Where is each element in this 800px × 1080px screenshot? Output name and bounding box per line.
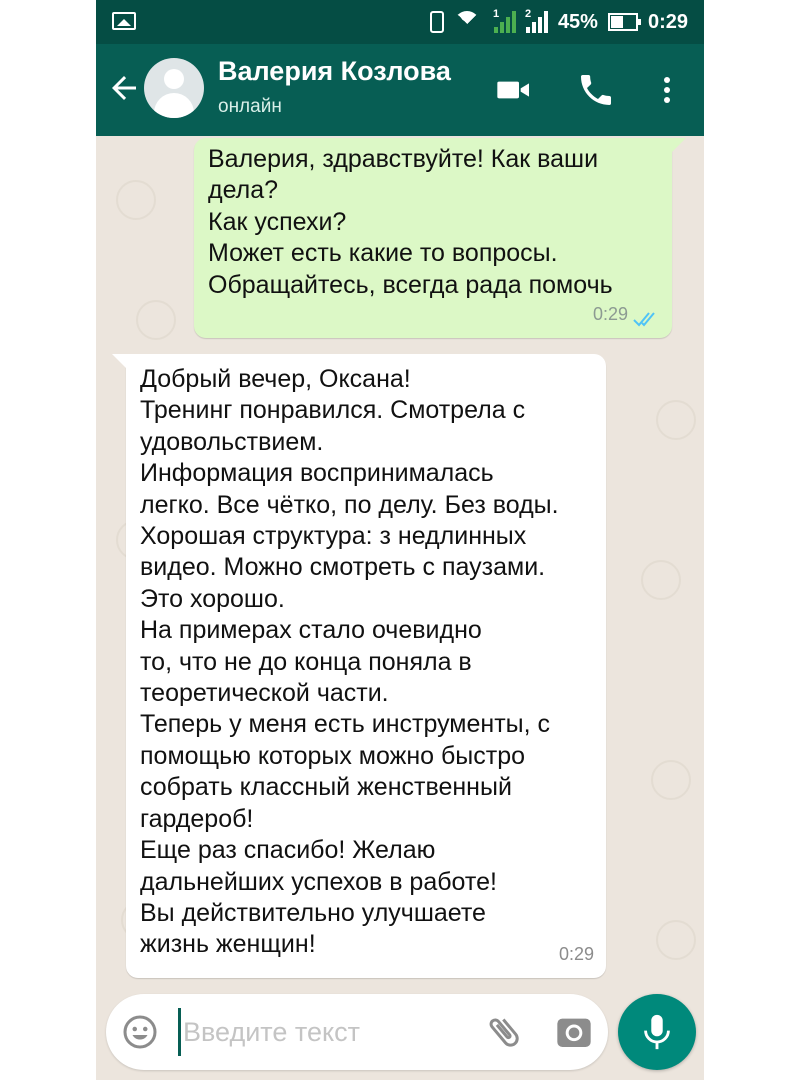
message-line: удовольствием. — [140, 427, 324, 456]
message-composer — [106, 994, 608, 1070]
battery-percent: 45% — [557, 10, 598, 33]
message-line: дела? — [208, 176, 279, 205]
message-line: Теперь у меня есть инструменты, с — [140, 710, 551, 739]
status-bar — [96, 0, 704, 44]
contact-name[interactable]: Валерия Козлова — [218, 56, 451, 86]
more-vert-icon[interactable] — [654, 70, 680, 110]
message-line: Как успехи? — [208, 207, 347, 236]
camera-icon[interactable] — [554, 1012, 594, 1052]
message-line: Добрый вечер, Оксана! — [140, 365, 411, 393]
chat-toolbar — [96, 44, 704, 136]
message-line: Информация воспринималась — [140, 459, 494, 488]
attach-icon[interactable] — [484, 1012, 524, 1052]
message-line: На примерах стало очевидно — [140, 616, 482, 645]
sim1-label: 1 — [492, 8, 500, 20]
incoming-message[interactable] — [126, 354, 606, 978]
outgoing-message[interactable] — [194, 138, 672, 338]
message-line: Еще раз спасибо! Желаю — [140, 836, 436, 865]
message-line: собрать классный женственный — [140, 773, 512, 802]
video-call-icon[interactable] — [494, 70, 534, 110]
message-line: Вы действительно улучшаете — [140, 898, 486, 927]
message-time: 0:29 — [558, 943, 594, 964]
phone-call-icon[interactable] — [576, 70, 616, 110]
status-icons — [430, 8, 688, 36]
message-line: Обращайтесь, всегда рада помочь — [208, 270, 613, 299]
message-line: Тренинг понравился. Смотрела с — [140, 396, 526, 425]
message-line: помощью которых можно быстро — [140, 741, 526, 770]
contact-status: онлайн — [218, 96, 282, 117]
vibrate-icon — [430, 11, 444, 33]
signal-sim1-icon — [492, 8, 516, 33]
message-line: Может есть какие то вопросы. — [208, 239, 558, 268]
sim2-label: 2 — [524, 8, 532, 20]
message-line: то, что не до конца поняла в — [140, 647, 472, 676]
message-line: легко. Все чётко, по делу. Без воды. — [140, 490, 559, 519]
message-line: Это хорошо. — [140, 584, 285, 613]
message-line: дальнейших успехов в работе! — [140, 867, 497, 896]
message-line: Валерия, здравствуйте! Как ваши — [208, 145, 599, 173]
voice-record-button[interactable] — [618, 994, 696, 1070]
chat-screen — [96, 0, 704, 1080]
wifi-icon — [454, 11, 484, 33]
message-line: теоретической части. — [140, 679, 389, 708]
mic-icon — [639, 1012, 675, 1052]
battery-icon — [608, 13, 638, 31]
clock: 0:29 — [647, 10, 688, 33]
message-line: жизнь женщин! — [140, 930, 316, 959]
message-line: видео. Можно смотреть с паузами. — [140, 553, 546, 582]
avatar[interactable] — [144, 58, 204, 118]
message-input[interactable]: Введите текст — [178, 1008, 463, 1056]
message-line: гардероб! — [140, 804, 254, 833]
signal-sim2-icon — [524, 8, 548, 33]
emoji-icon[interactable] — [122, 1014, 158, 1050]
message-time: 0:29 — [592, 303, 628, 324]
message-line: Хорошая структура: з недлинных — [140, 522, 527, 551]
gallery-notification-icon — [112, 12, 136, 30]
back-arrow-icon[interactable] — [106, 70, 142, 106]
read-ticks-icon — [632, 310, 660, 328]
